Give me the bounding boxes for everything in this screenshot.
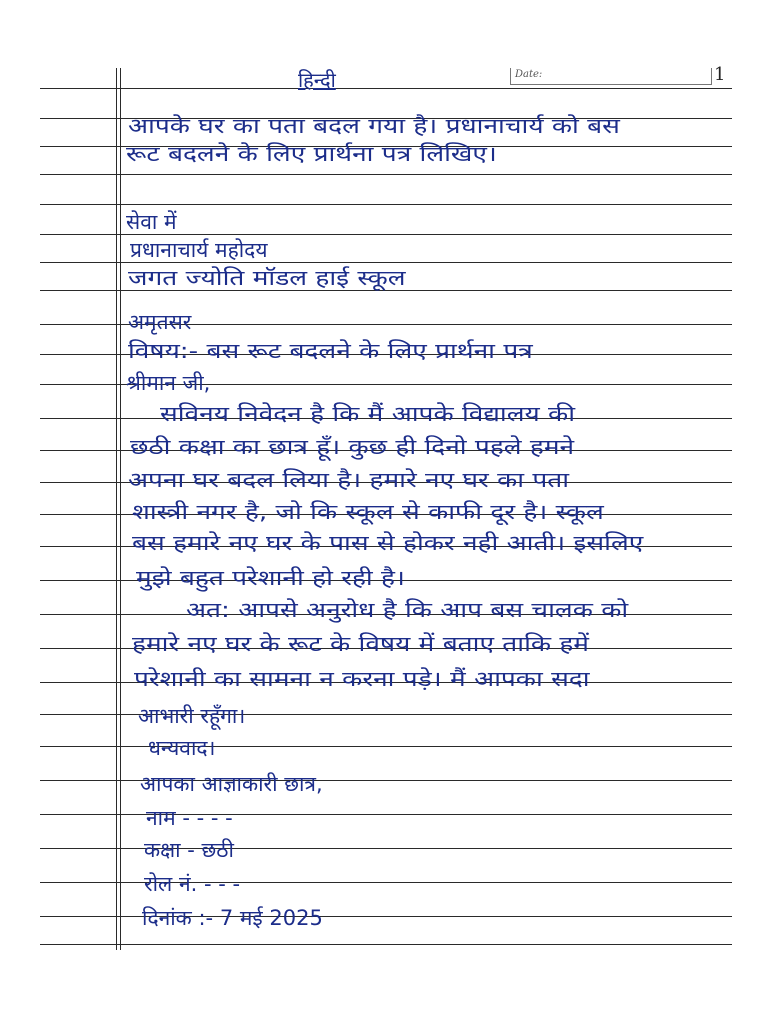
body-line-3: अपना घर बदल लिया है। हमारे नए घर का पता	[128, 468, 570, 492]
notebook-page	[40, 68, 732, 950]
margin-line	[116, 68, 117, 950]
recipient-school: जगत ज्योति मॉडल हाई स्कूल	[128, 266, 406, 290]
subject-line: विषय:- बस रूट बदलने के लिए प्रार्थना पत्र	[128, 339, 533, 363]
ruled-line	[40, 814, 732, 815]
page-mark: 1	[714, 64, 726, 85]
body-line-7: अत: आपसे अनुरोध है कि आप बस चालक को	[186, 598, 629, 622]
ruled-line	[40, 88, 732, 89]
body-line-6: मुझे बहुत परेशानी हो रही है।	[136, 566, 405, 590]
detail-roll: रोल नं. - - -	[144, 872, 241, 896]
body-line-10: आभारी रहूँगा।	[138, 704, 246, 728]
detail-name: नाम - - - -	[146, 806, 233, 830]
body-line-8: हमारे नए घर के रूट के विषय में बताए ताकि हमें	[132, 632, 590, 656]
ruled-line	[40, 746, 732, 747]
sign-off: आपका आज्ञाकारी छात्र,	[140, 772, 323, 796]
recipient-city: अमृतसर	[128, 310, 192, 334]
detail-date: दिनांक :- 7 मई 2025	[142, 906, 323, 930]
recipient-title: प्रधानाचार्य महोदय	[130, 238, 268, 262]
margin-line-inner	[120, 68, 121, 950]
ruled-line	[40, 204, 732, 205]
date-label: Date:	[515, 69, 543, 80]
question-line-2: रूट बदलने के लिए प्रार्थना पत्र लिखिए।	[126, 142, 497, 166]
ruled-line	[40, 174, 732, 175]
question-line-1: आपके घर का पता बदल गया है। प्रधानाचार्य को बस	[128, 114, 620, 138]
body-line-4: शास्त्री नगर है, जो कि स्कूल से काफी दूर है। स्कूल	[132, 500, 604, 524]
ruled-line	[40, 234, 732, 235]
salutation: सेवा में	[126, 210, 177, 234]
ruled-line	[40, 262, 732, 263]
body-line-1: सविनय निवेदन है कि मैं आपके विद्यालय की	[160, 402, 576, 426]
body-line-5: बस हमारे नए घर के पास से होकर नही आती। इसलिए	[132, 531, 644, 555]
date-box	[510, 68, 712, 85]
body-line-9: परेशानी का सामना न करना पड़े। मैं आपका सदा	[134, 667, 590, 691]
detail-class: कक्षा - छठी	[144, 838, 234, 862]
greeting: श्रीमान जी,	[126, 371, 211, 395]
closing: धन्यवाद।	[148, 736, 216, 760]
ruled-line	[40, 290, 732, 291]
body-line-2: छठी कक्षा का छात्र हूँ। कुछ ही दिनो पहले हमने	[130, 435, 575, 459]
letter-title: हिन्दी	[298, 68, 336, 92]
ruled-line	[40, 944, 732, 945]
